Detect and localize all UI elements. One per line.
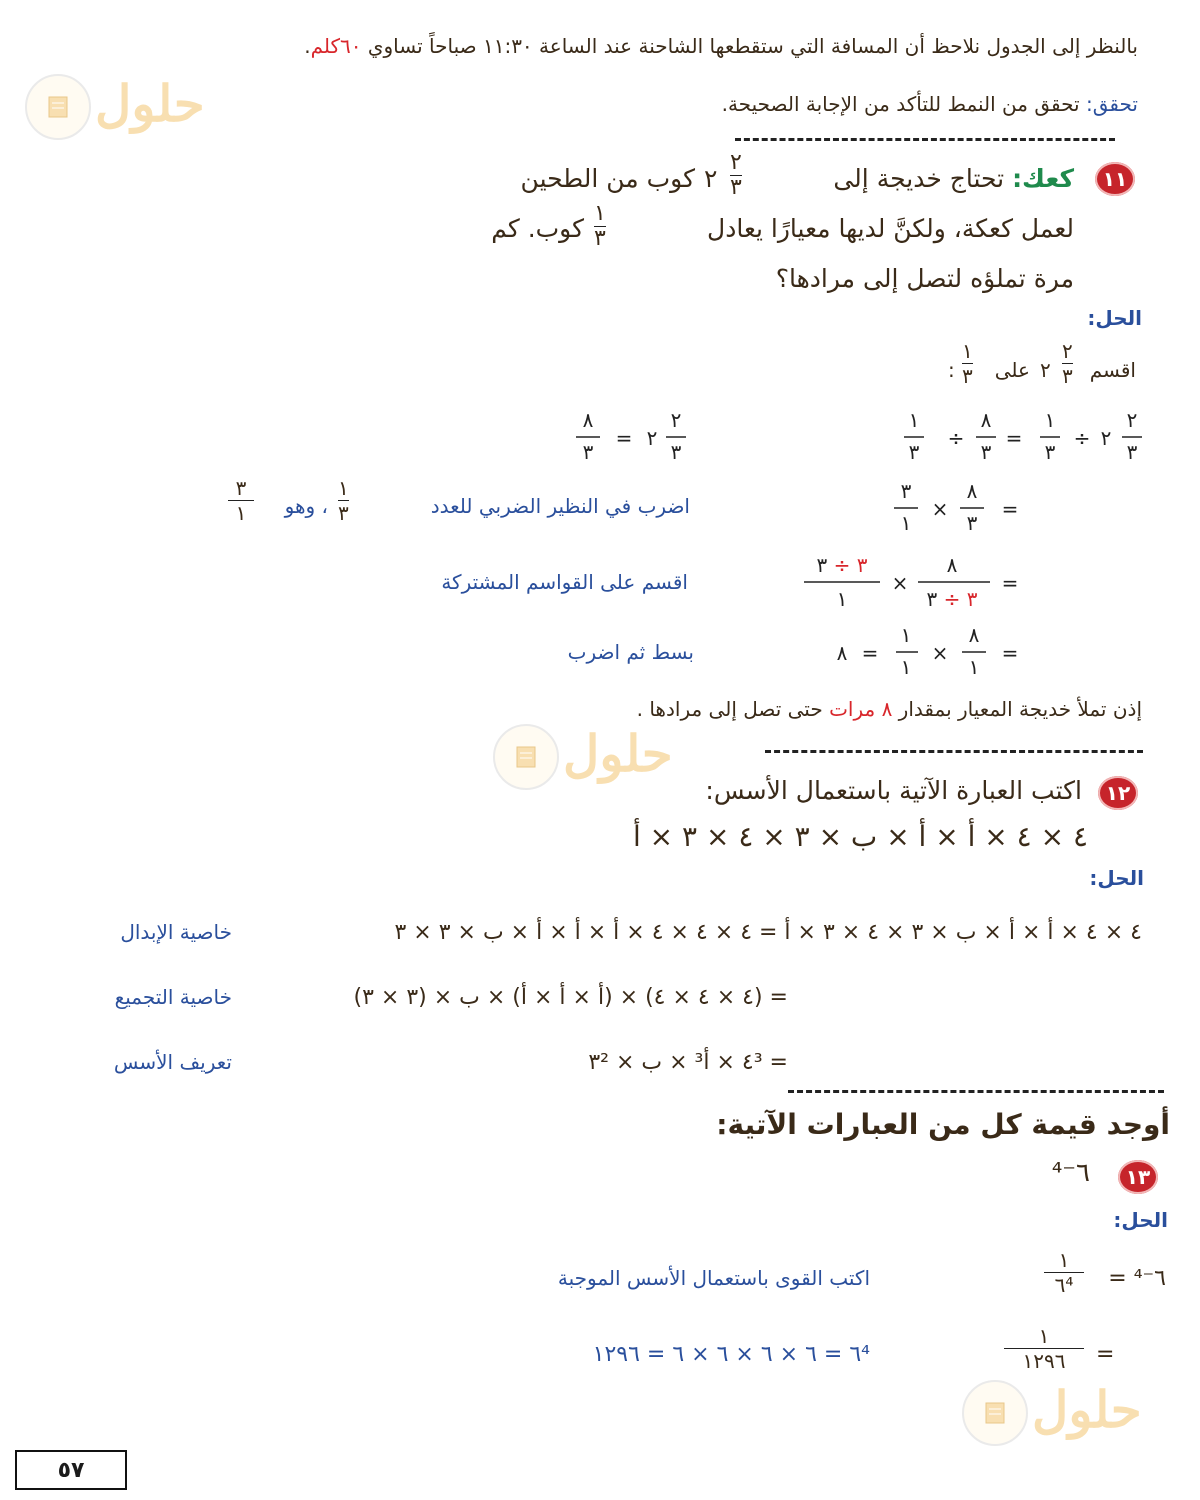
svg-text:١: ١ bbox=[900, 623, 912, 647]
q12-solution-label: الحل: bbox=[1089, 866, 1144, 890]
q11-conclusion bbox=[637, 697, 1142, 721]
svg-text:٨: ٨ bbox=[968, 623, 980, 647]
q11-line1 bbox=[833, 164, 1074, 193]
separator bbox=[788, 1090, 1164, 1093]
reciprocal-result bbox=[228, 477, 254, 524]
divide-whole: ٢ bbox=[1040, 358, 1051, 382]
svg-text:٣ ÷ ٣: ٣ ÷ ٣ bbox=[926, 587, 978, 611]
q11-solution-label: الحل: bbox=[1087, 306, 1142, 330]
q11-fraction-two-thirds bbox=[730, 152, 742, 199]
q11-line2-end: كوب. كم bbox=[491, 214, 584, 243]
book-icon bbox=[493, 724, 559, 790]
svg-text:٣: ٣ bbox=[900, 479, 912, 503]
divide-instruction: اقسم bbox=[1089, 358, 1136, 382]
svg-text:٣: ٣ bbox=[1044, 440, 1056, 464]
fraction-numerator: ١ bbox=[594, 201, 606, 226]
q11-line3-text: مرة تملؤه لتصل إلى مرادها؟ bbox=[775, 264, 1074, 293]
svg-text:٢: ٢ bbox=[1100, 426, 1112, 450]
svg-text:٢: ٢ bbox=[646, 426, 658, 450]
intro-line bbox=[304, 34, 1138, 58]
q11-line2-text: لعمل كعكة، ولكنَّ لديها معيارًا يعادل bbox=[707, 214, 1074, 243]
q12-step2: = (٤ × ٤ × ٤) × (أ × أ × أ) × ب × (٣ × ٣) bbox=[353, 985, 788, 1010]
divide-fraction-b bbox=[962, 340, 973, 387]
divide-on-word: على bbox=[994, 358, 1030, 382]
svg-text:٨: ٨ bbox=[966, 479, 978, 503]
divide-fraction-a bbox=[1062, 340, 1073, 387]
fraction-denominator: ١ bbox=[235, 501, 247, 525]
svg-text:١: ١ bbox=[1044, 408, 1056, 432]
q11-line1-end: كوب من الطحين bbox=[520, 164, 695, 193]
svg-text:١: ١ bbox=[900, 655, 912, 679]
svg-text:÷: ÷ bbox=[947, 426, 965, 450]
fraction-numerator: ٢ bbox=[730, 150, 742, 175]
separator bbox=[735, 138, 1115, 141]
q12-step1: ٤ × ٤ × أ × أ × ب × ٣ × ٤ × ٣ × أ = ٤ × ٤ × ٤ × أ × أ × أ × ب × ٣ × ٣ bbox=[394, 920, 1142, 945]
frac-den: ٣ bbox=[908, 440, 920, 464]
power-negative: ٦⁻⁴ bbox=[1133, 1266, 1166, 1291]
q12-expression: ٤ × ٤ × أ × أ × ب × ٣ × ٤ × ٣ × أ bbox=[632, 820, 1088, 853]
fraction-numerator: ٣ bbox=[235, 476, 247, 500]
svg-text:×: × bbox=[931, 641, 949, 665]
separator bbox=[765, 750, 1143, 753]
book-icon bbox=[962, 1380, 1028, 1446]
svg-text:٣ ÷ ٣: ٣ ÷ ٣ bbox=[816, 553, 868, 577]
svg-text:٨: ٨ bbox=[836, 641, 848, 665]
q12-step3-note: تعريف الأسس bbox=[113, 1050, 232, 1074]
watermark-word: حلول bbox=[1032, 1380, 1142, 1439]
watermark-word: حلول bbox=[95, 74, 205, 133]
fraction-numerator: ١ bbox=[338, 476, 349, 500]
q13-expression: ٦⁻⁴ bbox=[1051, 1158, 1090, 1188]
q13-step2-note: ٦⁴ = ٦ × ٦ × ٦ × ٦ = ١٢٩٦ bbox=[592, 1342, 870, 1367]
q13-step1-lhs: ٦⁻⁴ = bbox=[1108, 1266, 1166, 1291]
svg-text:=: = bbox=[1001, 641, 1019, 665]
mixed-to-improper bbox=[568, 405, 698, 465]
check-label: تحقق: bbox=[1085, 92, 1138, 116]
svg-text:=: = bbox=[615, 426, 633, 450]
svg-text:٣: ٣ bbox=[1126, 440, 1138, 464]
step2-equation bbox=[884, 476, 1034, 536]
q11-line1-text: تحتاج خديجة إلى bbox=[833, 164, 1005, 193]
book-icon bbox=[25, 74, 91, 140]
step-simplify-note: بسط ثم اضرب bbox=[567, 640, 694, 664]
q11-mixed-whole: ٢ bbox=[704, 164, 718, 193]
step3-equation bbox=[800, 550, 1030, 612]
svg-text:٣: ٣ bbox=[582, 440, 594, 464]
conclusion-end: حتى تصل إلى مرادها . bbox=[636, 697, 830, 721]
svg-text:=: = bbox=[861, 641, 879, 665]
step1-equation bbox=[890, 405, 1150, 465]
equals-sign: = bbox=[1096, 1342, 1115, 1367]
fraction-denominator: ٣ bbox=[1062, 364, 1073, 388]
question-number-badge: ١١ bbox=[1095, 162, 1135, 196]
fraction-numerator: ٢ bbox=[1062, 339, 1073, 363]
watermark-word: حلول bbox=[563, 724, 673, 783]
svg-text:٨: ٨ bbox=[980, 408, 992, 432]
step4-equation bbox=[826, 620, 1026, 682]
fraction-numerator: ١ bbox=[962, 339, 973, 363]
conclusion-count: ٨ مرات bbox=[829, 697, 893, 721]
q13-solution-label: الحل: bbox=[1113, 1208, 1168, 1232]
q11-keyword: كعك: bbox=[1012, 164, 1074, 193]
q12-step3: = ٤³ × أ³ × ب × ٣² bbox=[588, 1050, 788, 1075]
q13-step1-fraction bbox=[1044, 1249, 1084, 1296]
fraction-numerator: ١ bbox=[1038, 1324, 1050, 1348]
q13-step1-note: اكتب القوى باستعمال الأسس الموجبة bbox=[557, 1266, 870, 1290]
fraction-denominator: ٦⁴ bbox=[1054, 1273, 1074, 1297]
fraction-denominator: ٣ bbox=[594, 226, 606, 251]
svg-text:٣: ٣ bbox=[980, 440, 992, 464]
svg-text:=: = bbox=[1005, 426, 1023, 450]
question-number-badge: ١٣ bbox=[1118, 1160, 1158, 1194]
svg-text:×: × bbox=[931, 497, 949, 521]
colon: : bbox=[948, 358, 955, 382]
intro-distance-value: ٦٠كلم bbox=[310, 34, 362, 58]
svg-text:٣: ٣ bbox=[966, 511, 978, 535]
page-number bbox=[15, 1450, 127, 1490]
svg-text:=: = bbox=[1001, 497, 1019, 521]
svg-text:=: = bbox=[1001, 571, 1019, 595]
check-text: تحقق من النمط للتأكد من الإجابة الصحيحة. bbox=[721, 92, 1086, 116]
q12-step2-note: خاصية التجميع bbox=[114, 985, 232, 1009]
svg-text:٣: ٣ bbox=[670, 440, 682, 464]
q12-step1-note: خاصية الإبدال bbox=[120, 920, 232, 944]
intro-period: . bbox=[304, 34, 311, 58]
q12-prompt: اكتب العبارة الآتية باستعمال الأسس: bbox=[705, 776, 1082, 805]
check-line bbox=[722, 92, 1138, 116]
frac-num: ١ bbox=[908, 408, 920, 432]
page-number-text: ٥٧ bbox=[57, 1457, 85, 1483]
fraction-denominator: ٣ bbox=[962, 364, 973, 388]
q13-heading: أوجد قيمة كل من العبارات الآتية: bbox=[716, 1108, 1170, 1141]
reciprocal-source bbox=[338, 477, 349, 524]
svg-text:٨: ٨ bbox=[946, 553, 958, 577]
and-it-is: ، وهو bbox=[284, 494, 328, 518]
fraction-denominator: ٣ bbox=[338, 501, 349, 525]
svg-text:١: ١ bbox=[900, 511, 912, 535]
svg-text:×: × bbox=[891, 571, 909, 595]
step-cancel-note: اقسم على القواسم المشتركة bbox=[441, 570, 688, 594]
q11-fraction-third bbox=[594, 203, 606, 250]
fraction-denominator: ١٢٩٦ bbox=[1022, 1349, 1066, 1373]
fraction-numerator: ١ bbox=[1058, 1248, 1070, 1272]
question-number-badge: ١٢ bbox=[1098, 776, 1138, 810]
step-multiply-note: اضرب في النظير الضربي للعدد bbox=[430, 494, 690, 518]
svg-text:١: ١ bbox=[968, 655, 980, 679]
svg-text:١: ١ bbox=[836, 587, 848, 611]
svg-text:÷: ÷ bbox=[1073, 426, 1091, 450]
q13-step2-fraction bbox=[1004, 1325, 1084, 1372]
svg-text:٢: ٢ bbox=[1126, 408, 1138, 432]
fraction-denominator: ٣ bbox=[730, 175, 742, 200]
svg-text:٢: ٢ bbox=[670, 408, 682, 432]
intro-text: بالنظر إلى الجدول نلاحظ أن المسافة التي ستقطعها الشاحنة عند الساعة ١١:٣٠ صباحاً تساوي bbox=[361, 34, 1138, 58]
conclusion-text: إذن تملأ خديجة المعيار بمقدار bbox=[892, 697, 1142, 721]
svg-text:٨: ٨ bbox=[582, 408, 594, 432]
